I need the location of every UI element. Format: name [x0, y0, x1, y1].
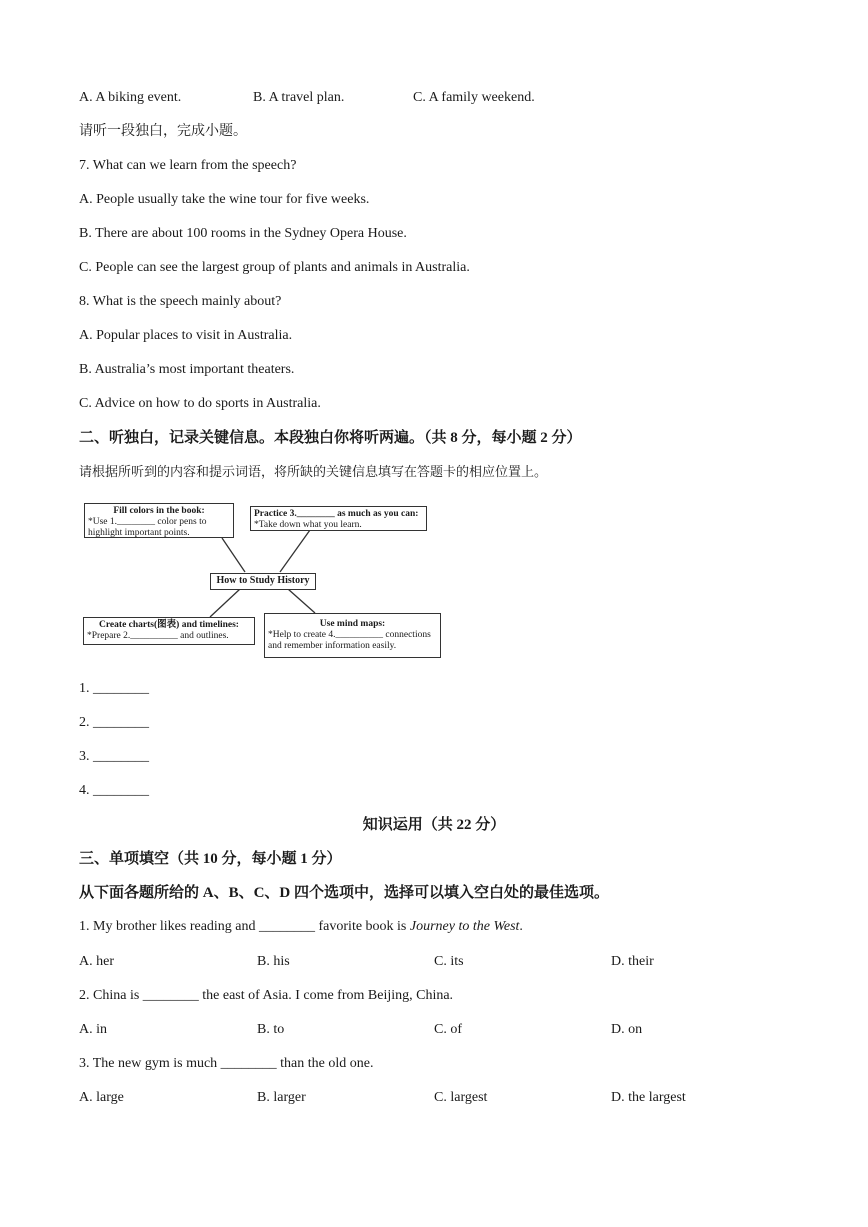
mc3-stem: 3. The new gym is much ________ than the old one. — [79, 1056, 374, 1071]
mc1-option-c: C. its — [434, 954, 464, 969]
mindmap-box-practice — [250, 506, 427, 531]
part-title: 知识运用（共 22 分） — [362, 817, 506, 833]
mindmap-box-mind-maps — [264, 613, 441, 658]
mc3-option-c: C. largest — [434, 1090, 488, 1105]
box2-line2: *Take down what you learn. — [254, 520, 362, 530]
section2-instruction: 请根据所听到的内容和提示词语，将所缺的关键信息填写在答题卡的相应位置上。 — [79, 464, 548, 479]
section3-title: 三、单项填空（共 10 分，每小题 1 分） — [79, 851, 342, 867]
mc3-option-a: A. large — [79, 1090, 124, 1105]
box4-title: Use mind maps: — [319, 619, 386, 629]
q8-option-a: A. Popular places to visit in Australia. — [79, 328, 293, 343]
q7-stem: 7. What can we learn from the speech? — [79, 158, 297, 173]
mc2-stem: 2. China is ________ the east of Asia. I come from Beijing, China. — [79, 988, 454, 1003]
box4-line1: *Help to create 4.__________ connections — [268, 630, 431, 640]
section3-instruction: 从下面各题所给的 A、B、C、D 四个选项中，选择可以填入空白处的最佳选项。 — [79, 885, 610, 901]
q8-stem: 8. What is the speech mainly about? — [79, 294, 282, 309]
answer-blank-2: 2. ________ — [79, 715, 149, 730]
answer-blank-1: 1. ________ — [79, 681, 149, 696]
q8-option-b: B. Australia’s most important theaters. — [79, 362, 295, 377]
mindmap-box-charts — [83, 617, 255, 645]
mindmap-center: How to Study History — [210, 573, 316, 590]
answer-blank-4: 4. ________ — [79, 783, 149, 798]
mc2-option-d: D. on — [611, 1022, 643, 1037]
q7-option-a: A. People usually take the wine tour for five weeks. — [79, 192, 370, 207]
monologue-intro: 请听一段独白，完成小题。 — [79, 124, 247, 139]
box1-title: Fill colors in the book: — [113, 506, 205, 516]
mc1-stem-pre: 1. My brother likes reading and ________ favorite book is — [79, 919, 410, 934]
q6-option-b: B. A travel plan. — [253, 90, 345, 105]
mc3-option-d: D. the largest — [611, 1090, 686, 1105]
section2-title: 二、听独白，记录关键信息。本段独白你将听两遍。（共 8 分，每小题 2 分） — [79, 430, 582, 446]
mc2-option-c: C. of — [434, 1022, 462, 1037]
box3-line1: *Prepare 2.__________ and outlines. — [87, 631, 229, 641]
box2-line1: Practice 3.________ as much as you can: — [254, 509, 419, 519]
q6-option-c: C. A family weekend. — [413, 90, 535, 105]
q6-option-a: A. A biking event. — [79, 90, 182, 105]
answer-blank-3: 3. ________ — [79, 749, 149, 764]
mc1-option-a: A. her — [79, 954, 114, 969]
mc1-option-d: D. their — [611, 954, 654, 969]
box4-line2: and remember information easily. — [268, 641, 397, 651]
mc1-stem — [79, 918, 523, 936]
box3-title: Create charts(图表) and timelines: — [99, 620, 239, 630]
mc3-option-b: B. larger — [257, 1090, 306, 1105]
mc2-option-a: A. in — [79, 1022, 107, 1037]
q7-option-c: C. People can see the largest group of plants and animals in Australia. — [79, 260, 470, 275]
mc1-stem-italic: Journey to the West — [409, 919, 520, 934]
q8-option-c: C. Advice on how to do sports in Australia. — [79, 396, 321, 411]
mc2-option-b: B. to — [257, 1022, 285, 1037]
box1-line2: highlight important points. — [88, 528, 190, 538]
q7-option-b: B. There are about 100 rooms in the Sydney Opera House. — [79, 226, 407, 241]
mc1-option-b: B. his — [257, 954, 290, 969]
mc1-stem-post: . — [519, 919, 523, 934]
box1-line1: *Use 1.________ color pens to — [88, 517, 207, 527]
mindmap-box-fill-colors — [84, 503, 234, 538]
